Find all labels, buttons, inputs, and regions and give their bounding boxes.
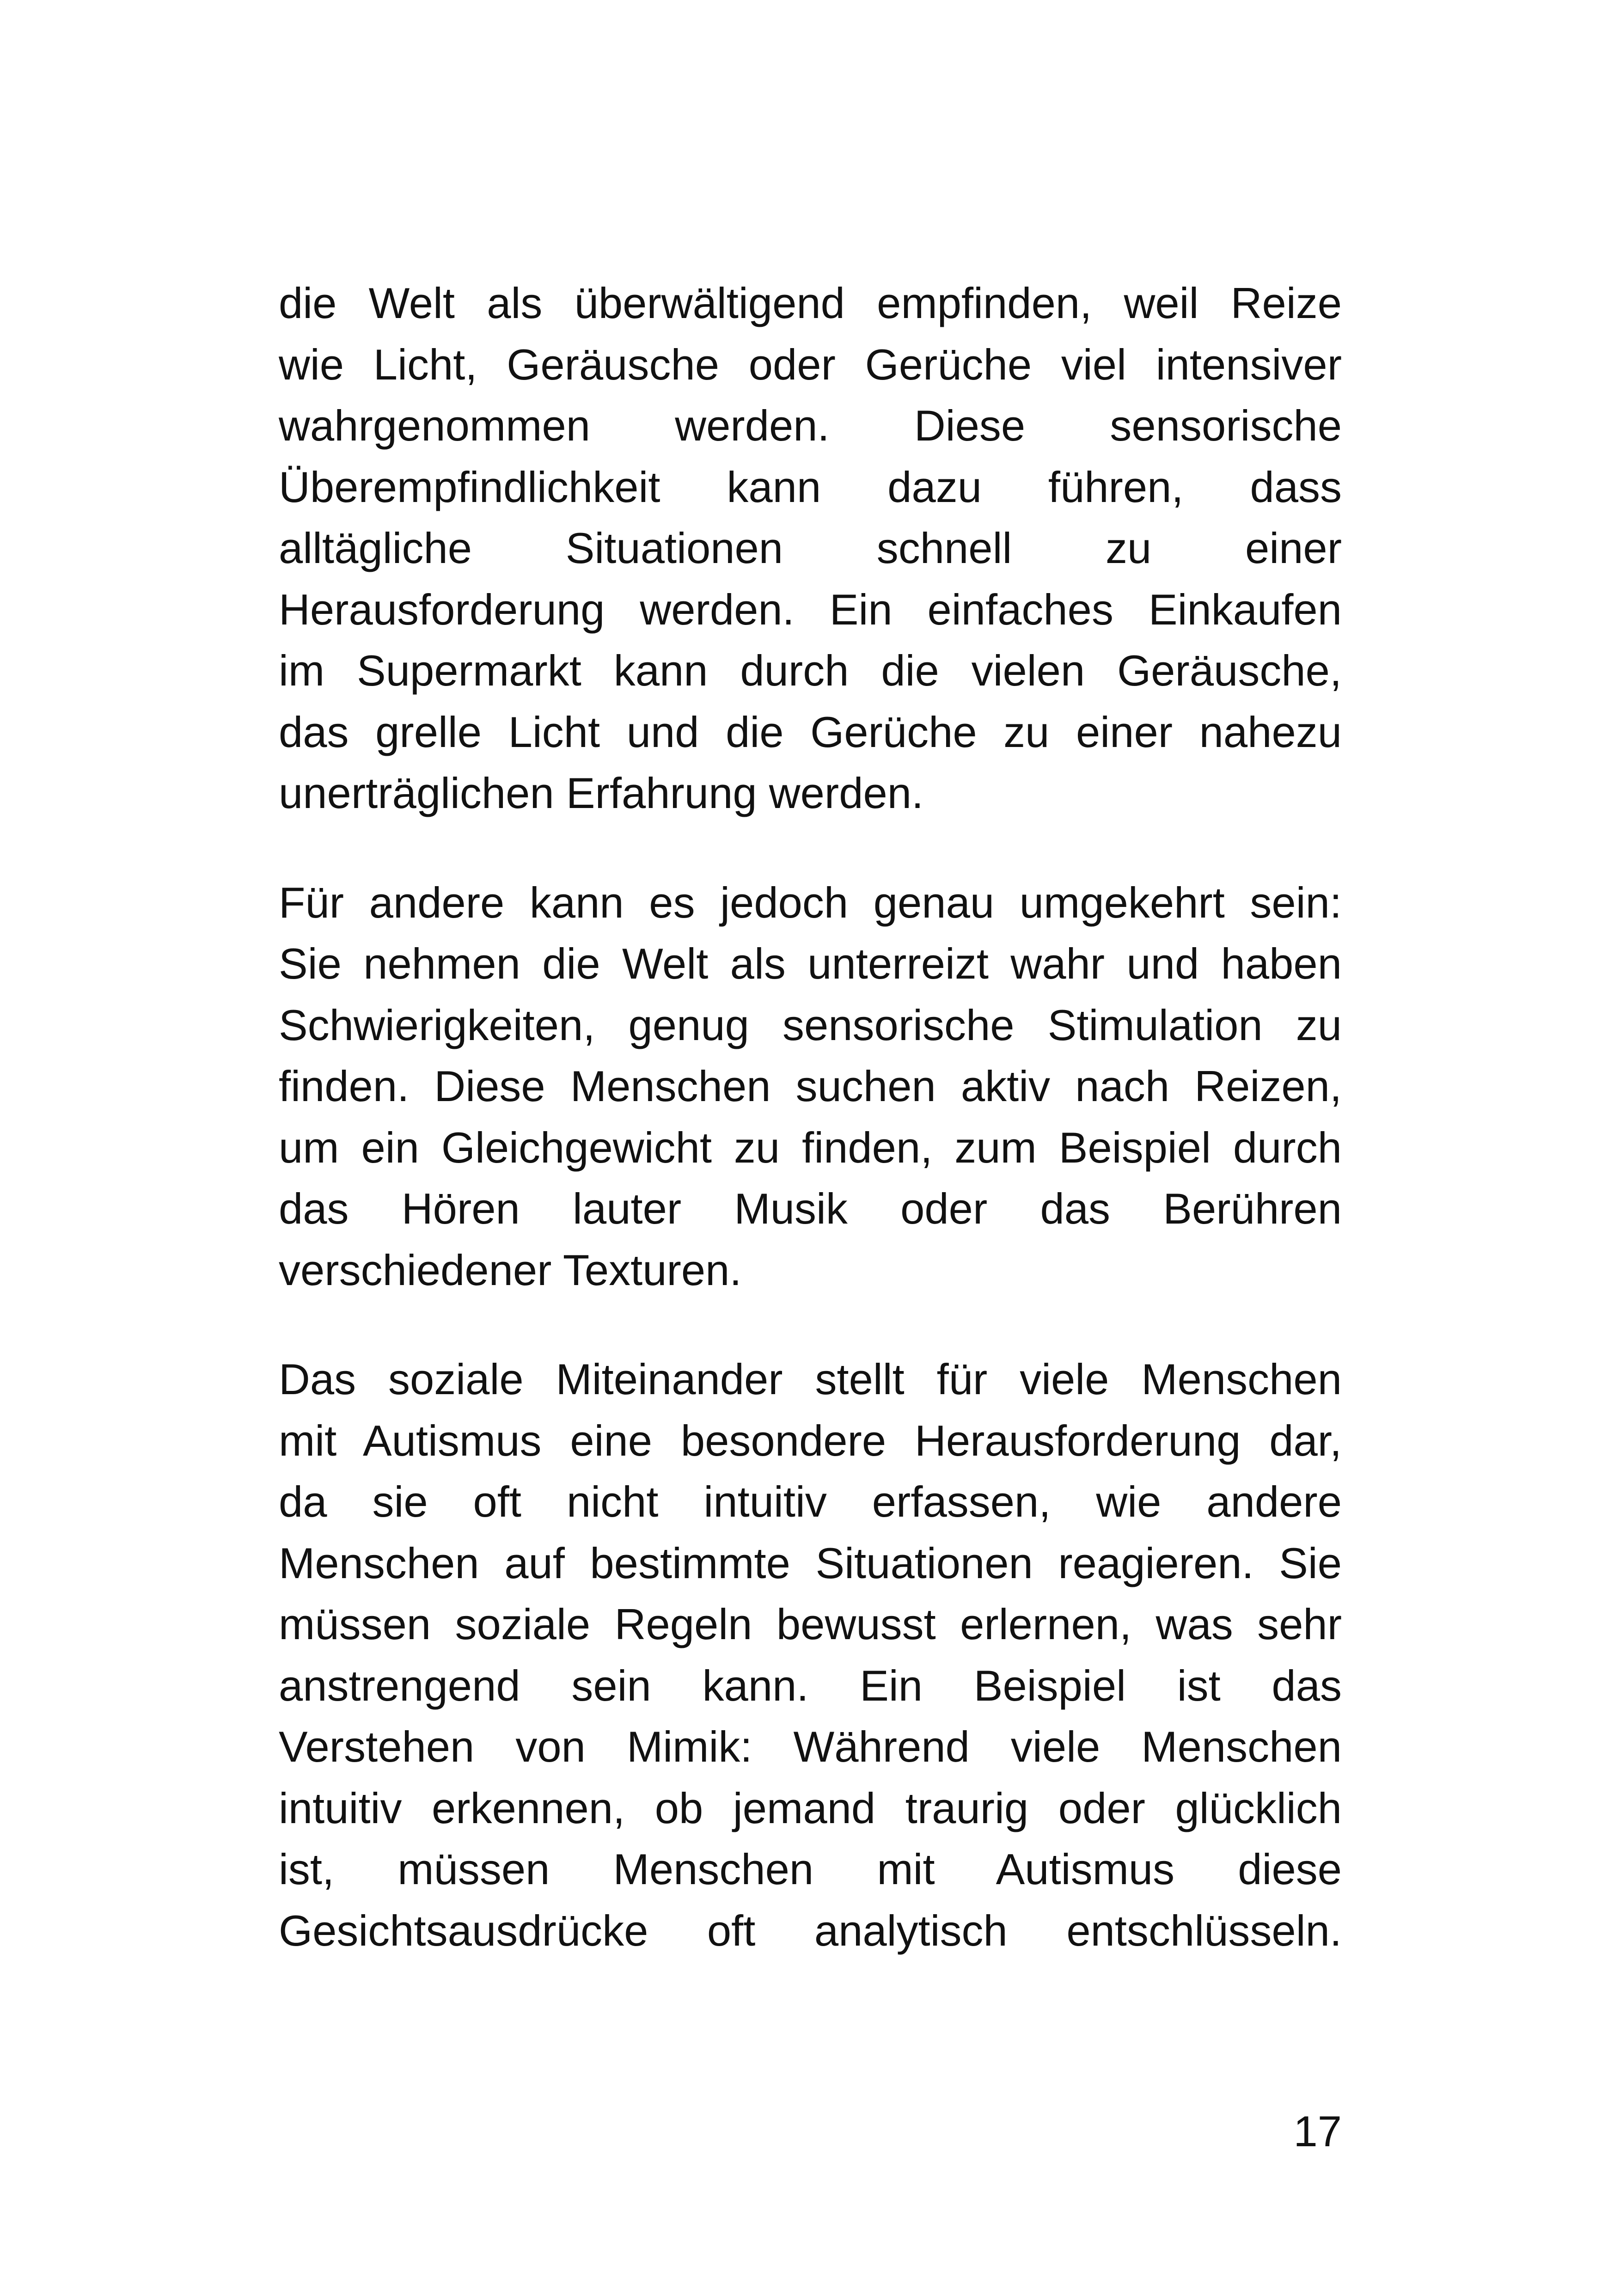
text-line: das grelle Licht und die Gerüche zu einer nahezu — [279, 707, 1342, 756]
text-line: müssen soziale Regeln bewusst erlernen, was sehr — [279, 1600, 1342, 1648]
text-line: um ein Gleichgewicht zu finden, zum Beispiel durch — [279, 1123, 1342, 1172]
text-line: Menschen auf bestimmte Situationen reagieren. Sie — [279, 1538, 1342, 1587]
text-line: verschiedener Texturen. — [279, 1245, 742, 1294]
paragraph-3 — [279, 1349, 1342, 1961]
paragraph-1 — [279, 273, 1342, 824]
text-line: anstrengend sein kann. Ein Beispiel ist das — [279, 1661, 1342, 1710]
text-line: das Hören lauter Musik oder das Berühren — [279, 1184, 1342, 1233]
text-line: Verstehen von Mimik: Während viele Menschen — [279, 1722, 1342, 1771]
text-line: Überempfindlichkeit kann dazu führen, dass — [279, 462, 1342, 511]
text-line: Schwierigkeiten, genug sensorische Stimulation zu — [279, 1000, 1342, 1049]
text-line: wie Licht, Geräusche oder Gerüche viel intensiver — [279, 340, 1342, 389]
paragraph-2 — [279, 872, 1342, 1301]
text-line: Herausforderung werden. Ein einfaches Einkaufen — [279, 585, 1342, 634]
page-number: 17 — [1293, 2107, 1342, 2155]
text-line: Für andere kann es jedoch genau umgekehrt sein: — [279, 878, 1342, 927]
text-line: unerträglichen Erfahrung werden. — [279, 769, 924, 817]
text-line: wahrgenommen werden. Diese sensorische — [279, 401, 1342, 450]
text-line: ist, müssen Menschen mit Autismus diese — [279, 1845, 1342, 1893]
body-text — [279, 273, 1342, 1961]
text-line: Sie nehmen die Welt als unterreizt wahr und haben — [279, 939, 1342, 988]
text-line: da sie oft nicht intuitiv erfassen, wie andere — [279, 1477, 1342, 1526]
text-line: mit Autismus eine besondere Herausforderung dar, — [279, 1416, 1342, 1465]
text-line: alltägliche Situationen schnell zu einer — [279, 524, 1342, 572]
text-line: die Welt als überwältigend empfinden, weil Reize — [279, 279, 1342, 327]
text-line: Gesichtsausdrücke oft analytisch entschlüsseln. — [279, 1906, 1342, 1955]
text-line: Das soziale Miteinander stellt für viele Menschen — [279, 1355, 1342, 1403]
text-line: intuitiv erkennen, ob jemand traurig oder glücklich — [279, 1783, 1342, 1832]
text-line: finden. Diese Menschen suchen aktiv nach Reizen, — [279, 1062, 1342, 1110]
text-line: im Supermarkt kann durch die vielen Geräusche, — [279, 646, 1342, 695]
